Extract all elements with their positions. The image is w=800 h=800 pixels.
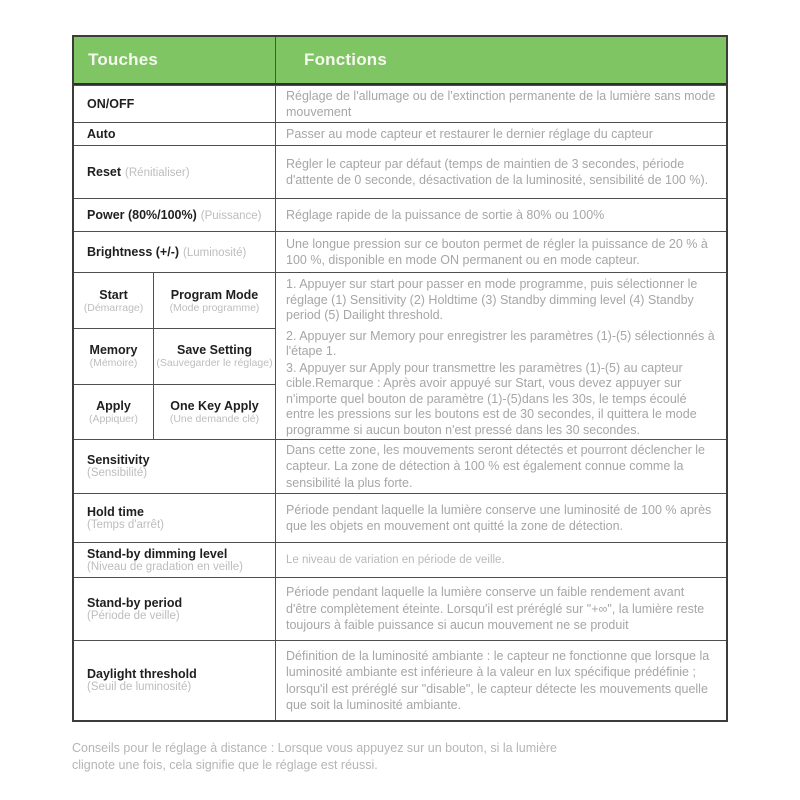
desc-cell — [276, 641, 726, 720]
key-cell — [74, 86, 276, 122]
key-label-fr: (Sensibilité) — [87, 467, 148, 479]
desc-cell — [276, 86, 726, 122]
button-save-setting — [154, 328, 275, 383]
key-cell — [74, 440, 276, 493]
key-label-fr: (Seuil de luminosité) — [87, 681, 192, 693]
desc-cell — [276, 543, 726, 577]
remote-setting-tip: Conseils pour le réglage à distance : Lorsque vous appuyez sur un bouton, si la lumière clignote une fois, cela signifie que le réglage est réussi. — [72, 741, 558, 772]
button-one-key-apply-fr: (Une demande clé) — [169, 412, 260, 425]
table-row-onoff — [74, 85, 726, 122]
button-save-setting-fr: (Sauvegarder le réglage) — [156, 357, 273, 370]
key-label: Hold time — [87, 504, 144, 519]
program-steps-cell — [276, 273, 726, 439]
button-one-key-apply-label: One Key Apply — [170, 398, 259, 413]
button-start — [74, 273, 154, 328]
button-program-mode-label: Program Mode — [170, 287, 259, 302]
button-start-fr: (Démarrage) — [83, 301, 144, 314]
desc-text: Période pendant laquelle la lumière conserve un faible rendement avant d'être complètement éteinte. Lorsqu'il est préréglé sur "+∞", la lumière reste toujours à faible puissance si aucun mouvement ne se produit — [286, 585, 705, 633]
key-cell — [74, 199, 276, 231]
button-start-label: Start — [99, 287, 128, 302]
button-apply — [74, 384, 154, 439]
header-cell-fonctions — [276, 37, 726, 83]
key-cell — [74, 232, 276, 272]
button-apply-label: Apply — [96, 398, 131, 413]
desc-text: Une longue pression sur ce bouton permet de régler la puissance de 20 % à 100 %, disponible en mode ON permanent ou en mode capteur. — [286, 236, 708, 267]
program-buttons-grid — [74, 273, 275, 439]
desc-text: Période pendant laquelle la lumière conserve une luminosité de 100 % après que les objets en mouvement ont quitté la zone de détection. — [286, 502, 712, 533]
header-cell-touches — [74, 37, 276, 83]
desc-text: Définition de la luminosité ambiante : le capteur ne fonctionne que lorsque la luminosité ambiante est inférieure à la valeur en lux spécifique prédéfinie ; lorsqu'il est préréglé sur "disable", le capteur détecte les mouvements quelle que soit la luminosité ambiante. — [286, 648, 710, 712]
button-apply-fr: (Appiquer) — [88, 412, 139, 425]
table-header-row — [74, 37, 726, 85]
program-step-2: 2. Appuyer sur Memory pour enregistrer les paramètres (1)-(5) sélectionnés à l'étape 1. — [286, 328, 715, 358]
button-save-setting-label: Save Setting — [176, 343, 253, 358]
button-memory — [74, 328, 154, 383]
key-label-fr: (Luminosité) — [183, 246, 247, 259]
desc-text: Le niveau de variation en période de veille. — [286, 553, 505, 566]
desc-text: Passer au mode capteur et restaurer le dernier réglage du capteur — [286, 126, 653, 141]
desc-cell — [276, 494, 726, 542]
desc-cell — [276, 199, 726, 231]
table-row-standby-period — [74, 577, 726, 640]
desc-cell — [276, 146, 726, 198]
desc-cell — [276, 578, 726, 640]
key-label: Sensitivity — [87, 453, 150, 467]
desc-text: Régler le capteur par défaut (temps de maintien de 3 secondes, période d'attente de 0 seconde, désactivation de la luminosité, sensibilité de 100 %). — [286, 156, 709, 187]
button-memory-label: Memory — [89, 343, 138, 358]
key-cell — [74, 641, 276, 720]
key-cell — [74, 543, 276, 577]
button-program-mode — [154, 273, 275, 328]
desc-cell — [276, 232, 726, 272]
table-row-sensitivity — [74, 439, 726, 493]
desc-cell — [276, 123, 726, 145]
program-step-1: 1. Appuyer sur start pour passer en mode programme, puis sélectionner le réglage (1) Sensitivity (2) Holdtime (3) Standby dimming level (4) Standby period (5) Dailight threshold. — [286, 277, 698, 322]
table-row-standby-dimming-level — [74, 542, 726, 577]
key-label-fr: (Période de veille) — [87, 609, 180, 622]
key-cell — [74, 494, 276, 542]
desc-text: Dans cette zone, les mouvements seront détectés et pourront déclencher le capteur. La zone de détection à 100 % est également connue comme la sensibilité la plus forte. — [286, 442, 705, 490]
key-label: Stand-by period — [87, 595, 183, 610]
button-one-key-apply — [154, 384, 275, 439]
manual-table — [72, 35, 728, 722]
table-row-auto — [74, 122, 726, 145]
desc-text: Réglage de l'allumage ou de l'extinction permanente de la lumière sans mode mouvement — [286, 88, 716, 119]
desc-cell — [276, 440, 726, 493]
key-label: Stand-by dimming level — [87, 546, 228, 561]
key-cell — [74, 578, 276, 640]
key-label-fr: (Rénitialiser) — [125, 166, 190, 179]
key-cell — [74, 146, 276, 198]
table-row-brightness — [74, 231, 726, 272]
key-label-fr: (Temps d'arrêt) — [87, 518, 164, 531]
key-label: Daylight threshold — [87, 667, 197, 681]
table-row-hold-time — [74, 493, 726, 542]
table-row-reset — [74, 145, 726, 198]
program-step-3: 3. Appuyer sur Apply pour transmettre les paramètres (1)-(5) au capteur cible.Remarque : Après avoir appuyé sur Start, vous devez appuyer sur n'importe quel bouton de paramètre (1)-(5)dans les 30s, le temps écoulé entre les pressions sur les boutons est de 30 secondes, il quittera le mode programme si aucun bouton n'est pressé dans les 30 secondes. — [286, 360, 697, 437]
key-label: Brightness (+/-) (Luminosité) — [87, 244, 247, 259]
key-label-fr: (Niveau de gradation en veille) — [87, 560, 243, 573]
table-row-program-mode — [74, 272, 726, 439]
header-label-touches: Touches — [88, 50, 159, 69]
table-row-power — [74, 198, 726, 231]
program-buttons-cell — [74, 273, 276, 439]
key-label: Reset (Rénitialiser) — [87, 164, 190, 179]
key-label: Power (80%/100%) (Puissance) — [87, 207, 262, 222]
desc-text: Réglage rapide de la puissance de sortie à 80% ou 100% — [286, 207, 605, 222]
key-label: ON/OFF — [87, 97, 135, 111]
key-cell — [74, 123, 276, 145]
button-program-mode-fr: (Mode programme) — [169, 301, 260, 314]
key-label-fr: (Puissance) — [200, 209, 262, 222]
key-label: Auto — [87, 127, 116, 141]
button-memory-fr: (Mémoire) — [89, 357, 138, 370]
header-label-fonctions: Fonctions — [304, 50, 388, 69]
table-row-daylight-threshold — [74, 640, 726, 720]
